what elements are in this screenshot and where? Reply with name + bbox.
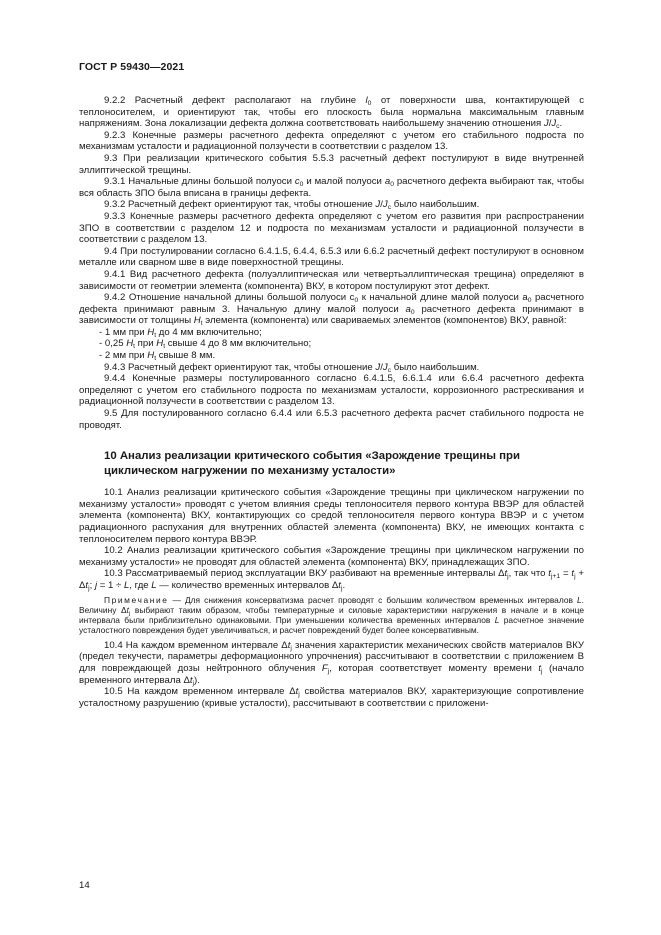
paragraph (79, 153, 584, 176)
text-run: 10.2 Анализ реализации критического события «Зарождение трещины при циклическом нагружении по механизму усталости» не проводят для областей элемента (компонента) ВКУ, принадлежащих ЗПО. (79, 545, 584, 568)
math-variable: t (571, 568, 575, 580)
text-run: , которая соответствует моменту времени (329, 662, 539, 674)
text-run: свыше 8 мм. (156, 350, 216, 362)
text-run: свойства материалов ВКУ, характеризующие сопротивление усталостному разрушению (кривые усталости), рассчитывают в соответствии с приложени- (79, 686, 584, 709)
text-run: 9.3.2 Расчетный дефект ориентируют так, чтобы отношение (104, 199, 376, 211)
text-run: (начало временного интервала Δ (79, 662, 584, 686)
subscript: j (507, 573, 509, 581)
text-run: было наибольшим. (391, 199, 480, 211)
note-paragraph (79, 595, 584, 636)
subscript: j (88, 584, 90, 592)
text-run: - 2 мм при (99, 350, 148, 362)
page-number: 14 (79, 880, 90, 891)
text-run: расчетное значение усталостного повреждения будет увеличиваться, и расчет повреждений будет более консервативным. (79, 615, 584, 636)
text-run: / (380, 361, 383, 373)
text-run: . (559, 118, 563, 130)
subscript: j (192, 679, 195, 687)
text-run: 10.3 Рассматриваемый период эксплуатации ВКУ разбивают на временные интервалы Δ (104, 568, 505, 580)
paragraph (79, 95, 584, 130)
text-run: было наибольшим. (391, 361, 480, 373)
text-run: расчетного дефекта выбирают так, чтобы вся область ЗПО была вписана в границы дефекта. (79, 176, 584, 199)
list-item (79, 350, 584, 362)
text-run: - 1 мм при (99, 326, 148, 338)
text-run: ). (194, 674, 200, 686)
text-run: к начальной длине малой полуоси a (358, 292, 528, 304)
text-run: до 4 мм включительно; (156, 326, 262, 338)
text-run: ; (89, 579, 95, 591)
math-variable: c (294, 176, 300, 188)
paragraph (79, 640, 584, 686)
list-item (79, 338, 584, 350)
math-variable: t (126, 604, 129, 615)
text-run: расчетного дефекта принимают в зависимости от толщины (79, 303, 585, 327)
math-variable: H (147, 350, 155, 362)
text-run: 10.5 На каждом временном интервале Δ (104, 686, 296, 698)
math-variable: L (494, 615, 500, 626)
math-variable: t (338, 579, 341, 591)
math-variable: t (538, 662, 541, 674)
text-run: и малой полуоси (303, 176, 385, 188)
math-variable: a (405, 303, 411, 315)
text-run: = 1 ÷ (97, 579, 124, 591)
subscript: j (340, 584, 343, 592)
subscript: t (154, 331, 157, 339)
text-run: / (380, 199, 383, 211)
subscript: 0 (354, 297, 359, 305)
math-variable: a (384, 176, 391, 188)
paragraph (79, 211, 584, 246)
paragraph (79, 408, 584, 431)
subscript: t (163, 343, 166, 351)
subscript: j+1 (550, 573, 561, 581)
section-heading (104, 449, 584, 479)
subscript: 0 (299, 181, 304, 189)
math-variable: J (543, 118, 549, 130)
math-variable: L (577, 594, 582, 605)
text-run: 9.4 При постулировании согласно 6.4.1.5, 6.4.4, 6.5.3 или 6.6.2 расчетный дефект постулируют в основном металле или сварном шве в виде поверхностной трещины. (79, 245, 584, 269)
math-variable: H (126, 338, 134, 350)
subscript: j (128, 610, 131, 617)
math-variable: t (548, 568, 551, 580)
paragraph (79, 269, 584, 292)
text-run: 10.1 Анализ реализации критического события «Зарождение трещины при циклическом нагружении по механизму усталости» проводят с учетом влияния среды теплоносителя первого контура ВВЭР для областей элемента (компонента) ВКУ, контактирующих со средой теплоносителя первого контура ВВЭР и с учетом радиационного распухания для внутренних областей элемента (компонента) ВКУ, не имеющих контакта с теплоносителем первого контура ВВЭР. (79, 487, 584, 545)
paragraph (79, 545, 584, 568)
text-run: выбирают таким образом, чтобы температурные и силовые характеристики нагружения в начале и в конце интервала были приблизительно одинаковыми. При уменьшении количества временных интервалов (79, 604, 584, 626)
text-run: , где (129, 579, 152, 591)
paragraph (79, 373, 584, 408)
text-run: 9.4.2 Отношение начальной длины большой полуоси c (104, 292, 355, 304)
text-run: — Для снижения консерватизма расчет проводят с большим количеством временных интервалов (168, 594, 577, 605)
math-variable: J (382, 361, 388, 373)
text-run: 9.4.4 Конечные размеры постулированного согласно 6.4.1.5, 6.6.1.4 или 6.6.4 расчетного дефекта определяют с учетом его стабильного подроста по механизмам усталости, коррозионного растрескивания и радиационной ползучести в соответствии с разделом 13. (79, 373, 584, 408)
math-variable: L (123, 579, 130, 591)
math-variable: J (551, 118, 557, 130)
subscript: 0 (527, 297, 532, 305)
math-variable: J (382, 199, 388, 211)
math-variable: t (287, 639, 291, 651)
subscript: j (574, 573, 576, 581)
subscript: c (387, 366, 392, 374)
subscript: j (540, 667, 543, 675)
subscript: 0 (410, 308, 415, 316)
math-variable: t (504, 568, 508, 580)
math-variable: t (189, 674, 193, 686)
subscript: j (290, 644, 292, 652)
paragraph (79, 362, 584, 374)
subscript: 0 (367, 100, 372, 107)
subscript: c (556, 123, 560, 131)
text-run: 9.2.3 Конечные размеры расчетного дефекта определяют с учетом его стабильного подроста по механизмам усталости и радиационной ползучести в соответствии с разделом 13. (79, 129, 584, 153)
math-variable: l (365, 95, 368, 106)
text-run: расчетного дефекта принимают равным 3. Начальную длину малой полуоси (79, 292, 584, 315)
text-run: от поверхности шва, контактирующей с теплоносителем, и ориентируют так, чтобы его плоскость была нормальна максимальным главным напряжениям. Зона локализации дефекта должна соответствовать наибольшему значению отношения (79, 95, 584, 130)
math-variable: J (375, 361, 381, 373)
subscript: 0 (390, 181, 394, 189)
paragraph (79, 199, 584, 211)
text-run: элемента (компонента) или свариваемых элементов (компонентов) ВКУ, равной: (202, 315, 567, 327)
paragraph (79, 686, 584, 709)
text-run: = (560, 568, 572, 580)
note-label: Примечание (104, 594, 169, 605)
text-run: 9.3.1 Начальные длины большой полуоси (104, 176, 295, 188)
math-variable: H (147, 326, 155, 338)
paragraph (79, 292, 584, 327)
math-variable: F (321, 662, 328, 674)
text-run: + Δ (79, 568, 584, 591)
subscript: j (327, 667, 330, 675)
math-variable: j (94, 579, 98, 591)
subscript: c (387, 204, 392, 212)
subscript: j (298, 691, 300, 699)
text-run: значения характеристик механических свойств материалов ВКУ (предел текучести, параметры деформационного упрочнения) рассчитывают в соответствии с приложением В для повреждающей дозы нейтронного облучения (79, 639, 585, 674)
paragraph (79, 176, 584, 199)
text-run: — количество временных интервалов Δ (156, 579, 339, 591)
text-run: 9.5 Для постулированного согласно 6.4.4 или 6.5.3 расчетного дефекта расчет стабильного подроста не проводят. (79, 408, 584, 431)
paragraph (79, 246, 584, 269)
text-run: . Величину Δ (79, 594, 584, 615)
paragraph (79, 568, 584, 591)
math-variable: H (156, 338, 164, 350)
text-run: 9.3.3 Конечные размеры расчетного дефекта определяют с учетом его развития при распространении ЗПО в соответствии с разделом 12 и подроста по механизмам усталости и радиационной ползучести в соответствии с разделом 13. (79, 210, 584, 246)
subscript: t (200, 320, 203, 328)
text-run: 10.4 На каждом временном интервале Δ (104, 639, 288, 651)
text-run: / (548, 118, 552, 130)
document-code-header: ГОСТ Р 59430—2021 (79, 61, 185, 73)
math-variable: L (151, 579, 157, 591)
text-run: свыше 4 до 8 мм включительно; (165, 338, 312, 350)
subscript: t (154, 355, 157, 363)
text-run: при (135, 338, 157, 350)
math-variable: J (375, 199, 381, 211)
text-run: . (342, 579, 346, 591)
list-item (79, 327, 584, 339)
text-run: 9.4.3 Расчетный дефект ориентируют так, чтобы отношение (104, 361, 376, 373)
text-run: 9.3 При реализации критического события 5.5.3 расчетный дефект постулируют в виде внутренней эллиптической трещины. (79, 152, 584, 176)
text-run: 10 Анализ реализации критического события «Зарождение трещины при циклическом нагружении по механизму усталости» (104, 450, 520, 478)
subscript: t (133, 343, 136, 351)
paragraph (79, 487, 584, 545)
document-body (79, 95, 584, 709)
math-variable: t (85, 579, 89, 591)
text-run: , так что (508, 568, 549, 580)
paragraph (79, 130, 584, 153)
text-run: 9.4.1 Вид расчетного дефекта (полуэллиптическая или четвертьэллиптическая трещина) определяют в зависимости от геометрии элемента (компонента) ВКУ, в котором постулируют этот дефект. (79, 268, 584, 292)
text-run: - 0,25 (99, 338, 127, 350)
math-variable: H (193, 315, 201, 327)
text-run: 9.2.2 Расчетный дефект располагают на глубине (104, 95, 366, 106)
math-variable: t (295, 686, 299, 698)
